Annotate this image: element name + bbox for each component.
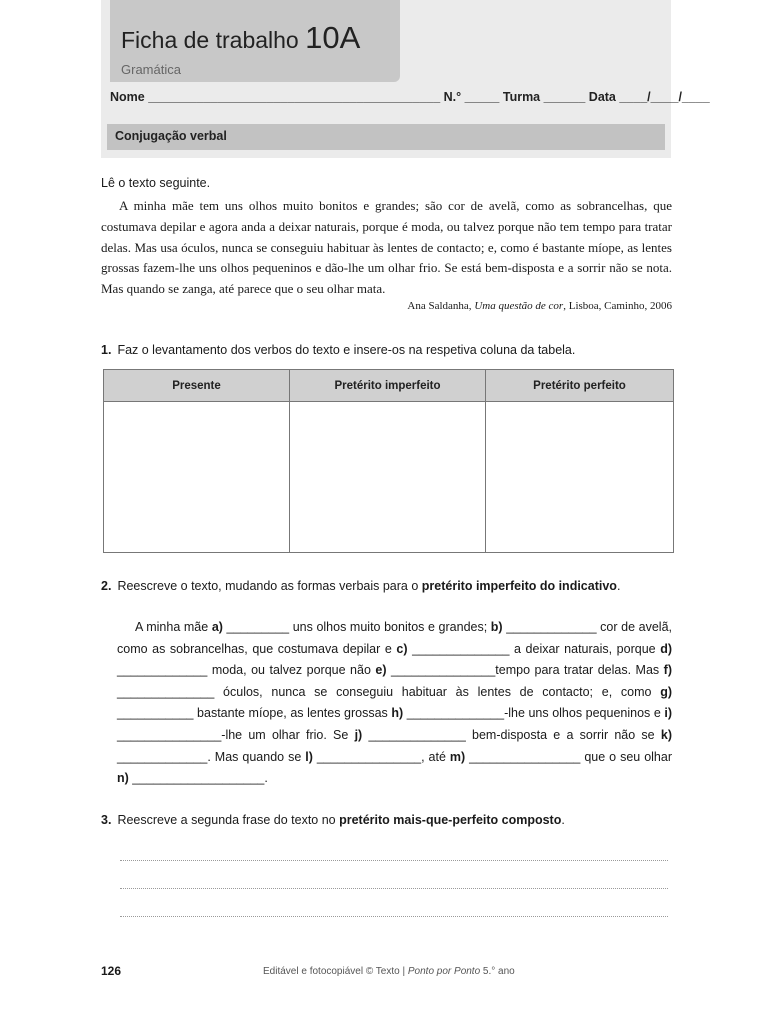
answer-line[interactable] — [120, 916, 668, 917]
passage-citation: Ana Saldanha, Uma questão de cor, Lisboa, Caminho, 2006 — [407, 300, 672, 312]
answer-line[interactable] — [120, 888, 668, 889]
verbs-table — [103, 369, 674, 553]
section-bar — [107, 124, 665, 150]
fill-in-text[interactable]: A minha mãe a) _________ uns olhos muito bonitos e grandes; b) _____________ cor de avelã, como as sobrancelhas, que costumava depilar e c) ______________ a deixar naturais, porque d) _____________ moda, ou talvez porque não e) _______________tempo para tratar delas. Mas f) ______________ óculos, nunca se conseguiu habituar às lentes de contacto; e, como g) ___________ bastante míope, as lentes grossas h) ______________-lhe uns olhos pequeninos e i) _______________-lhe um olhar frio. Se j) ______________ bem-disposta e a sorrir não se k) _____________. Mas quando se l) _______________, até m) ________________ que o seu olhar n) ___________________. — [117, 620, 672, 786]
cell-presente[interactable] — [104, 402, 290, 553]
passage-intro: Lê o texto seguinte. — [101, 176, 211, 190]
passage-text: A minha mãe tem uns olhos muito bonitos e grandes; são cor de avelã, como as sobrancelhas, que costumava depilar e agora anda a deixar naturais, porque é moda, ou talvez porque não tem tempo para tratar delas. Mas usa óculos, nunca se conseguiu habituar às lentes de contacto; e, como é bastante míope, as lentes grossas fazem-lhe uns olhos pequeninos e dão-lhe um olhar frio. Se está bem-disposta e a sorrir não se nota. Mas quando se zanga, até parece que o seu olhar mata. — [101, 198, 672, 297]
column-preterito-perfeito: Pretérito perfeito — [486, 370, 674, 402]
worksheet-number: 10A — [305, 20, 361, 55]
question-3: 3. Reescreve a segunda frase do texto no pretérito mais-que-perfeito composto. — [101, 813, 565, 827]
student-info-line[interactable]: Nome __________________________________________ N.° _____ Turma ______ Data ____/____/____ — [110, 90, 710, 104]
answer-line[interactable] — [120, 860, 668, 861]
page-number: 126 — [101, 964, 122, 978]
section-title: Conjugação verbal — [115, 129, 227, 143]
column-preterito-imperfeito: Pretérito imperfeito — [290, 370, 486, 402]
question-1: 1. Faz o levantamento dos verbos do texto e insere-os na respetiva coluna da tabela. — [101, 343, 576, 357]
worksheet-title: Ficha de trabalho 10A — [121, 20, 361, 55]
cell-preterito-perfeito[interactable] — [486, 402, 674, 553]
cell-preterito-imperfeito[interactable] — [290, 402, 486, 553]
column-presente: Presente — [104, 370, 290, 402]
question-2: 2. Reescreve o texto, mudando as formas verbais para o pretérito imperfeito do indicativo. — [101, 579, 621, 593]
footer-copyright: Editável e fotocopiável © Texto | Ponto por Ponto 5.° ano — [263, 966, 515, 977]
worksheet-subtitle: Gramática — [121, 62, 181, 77]
